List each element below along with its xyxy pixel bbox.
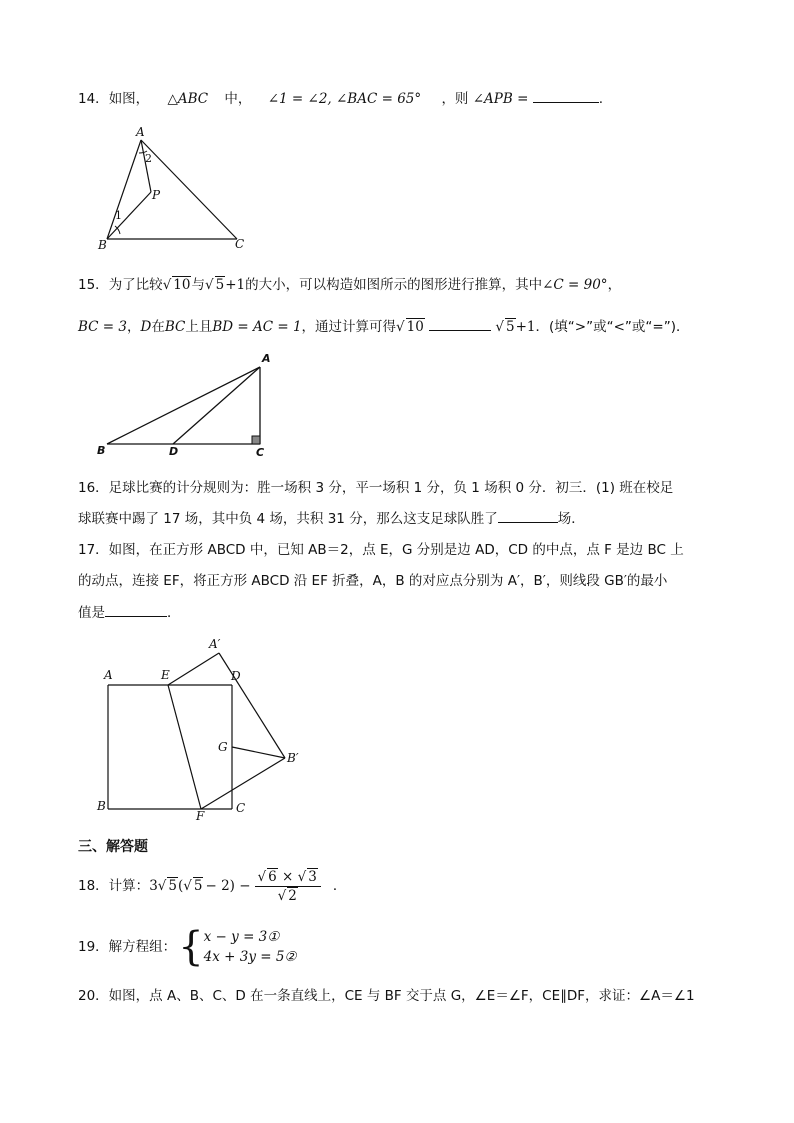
q17-line1: 17．如图，在正方形 ABCD 中，已知 AB＝2，点 E，G 分别是边 AD，CD 的中点，点 F 是边 BC 上 bbox=[78, 542, 684, 558]
q19-equation-2: 4x + 3y = 5② bbox=[203, 949, 297, 965]
q17-line3: 值是 ． bbox=[78, 602, 181, 623]
q16-answer-blank[interactable] bbox=[498, 508, 558, 523]
q17-label-D: D bbox=[231, 669, 241, 683]
q14-answer-blank[interactable] bbox=[533, 88, 599, 103]
q15-line2: BC = 3，D在BC上且BD = AC = 1，通过计算可得√ 10 √ 5+1．(填“>”或“<”或“=”)． bbox=[78, 316, 689, 337]
q16-line1: 16．足球比赛的计分规则为：胜一场积 3 分，平一场积 1 分，负 1 场积 0 分．初三．(1) 班在校足 bbox=[78, 480, 674, 496]
q15-line1: 15．为了比较√ 10与√ 5+1的大小，可以构造如图所示的图形进行推算，其中∠C = 90°， bbox=[78, 277, 622, 293]
q14-label-angle1: 1 bbox=[115, 209, 122, 222]
q19-brace: { bbox=[178, 924, 204, 970]
q17-label-A-prime: A′ bbox=[209, 637, 221, 651]
q17-line2: 的动点，连接 EF，将正方形 ABCD 沿 EF 折叠，A，B 的对应点分别为 A′，B′，则线段 GB′的最小 bbox=[78, 573, 668, 589]
q17-label-C: C bbox=[236, 801, 246, 815]
q17-answer-blank[interactable] bbox=[105, 602, 167, 617]
q14-triangle-figure bbox=[95, 122, 255, 257]
q18-fraction: $\frac{√ 6 \times √ 3}{√ 2}$ bbox=[255, 868, 321, 905]
q14-text: 14．如图， △ABC 中， ∠1 = ∠2, ∠BAC = 65° ，则 ∠APB = . bbox=[78, 88, 603, 109]
q18-text: 18．计算： 3 √ 5 ( √ 5 − 2) − $\frac{√ 6 \times √ 3}{√ 2}$ ． bbox=[78, 868, 347, 904]
q14-label-C: C bbox=[235, 237, 245, 251]
q17-label-F: F bbox=[196, 809, 205, 823]
q14-label-angle2: 2 bbox=[145, 152, 152, 165]
q14-label-A: A bbox=[136, 125, 145, 139]
q14-label-P: P bbox=[152, 188, 161, 202]
q17-label-G: G bbox=[218, 740, 228, 754]
q15-triangle-figure bbox=[95, 355, 275, 460]
q15-answer-blank[interactable] bbox=[429, 316, 491, 331]
q17-label-B: B bbox=[97, 799, 106, 813]
q14-label-B: B bbox=[98, 238, 107, 252]
q17-label-A: A bbox=[104, 668, 113, 682]
q16-line2: 球联赛中踢了 17 场，其中负 4 场，共积 31 分，那么这支足球队胜了 场． bbox=[78, 508, 585, 529]
q19-equation-1: x − y = 3① bbox=[203, 929, 280, 945]
q20-text: 20．如图，点 A、B、C、D 在一条直线上，CE 与 BF 交于点 G，∠E＝∠F，CE∥DF，求证：∠A＝∠1 bbox=[78, 988, 695, 1004]
q19-text: 19．解方程组： { x − y = 3① 4x + 3y = 5② bbox=[78, 924, 297, 970]
q17-square-fold-figure bbox=[95, 640, 315, 820]
q15-label-A: A bbox=[262, 352, 271, 365]
q17-label-B-prime: B′ bbox=[287, 751, 299, 765]
q15-label-C: C bbox=[256, 446, 265, 459]
q17-label-E: E bbox=[161, 668, 170, 682]
section-title-solutions: 三、解答题 bbox=[78, 839, 148, 855]
q15-label-D: D bbox=[169, 445, 179, 458]
q15-label-B: B bbox=[97, 444, 106, 457]
